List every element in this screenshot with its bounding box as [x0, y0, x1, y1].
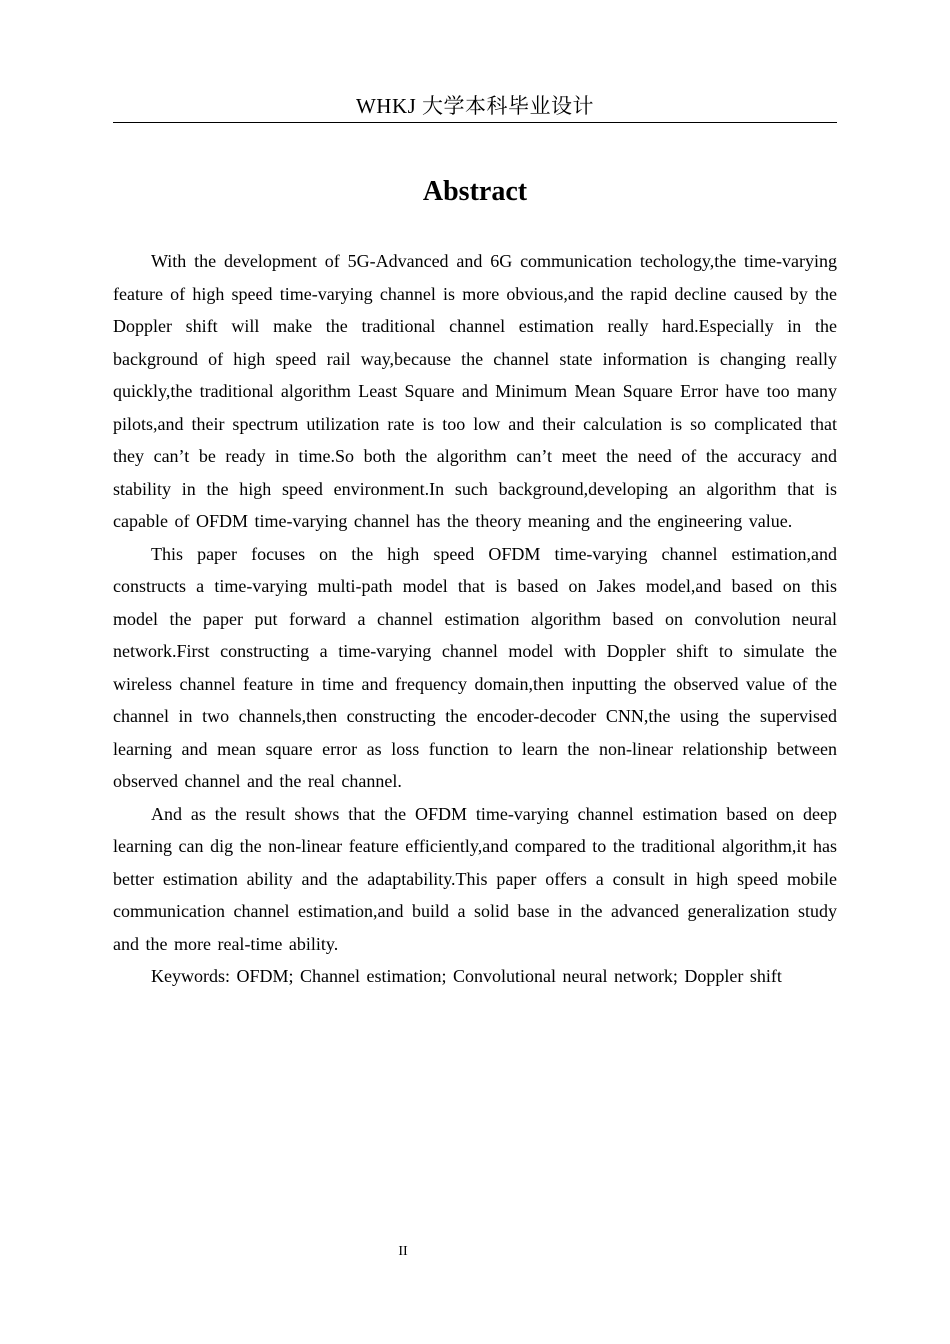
keywords-line: Keywords: OFDM; Channel estimation; Convolutional neural network; Doppler shift [151, 966, 782, 986]
abstract-body [113, 245, 837, 993]
abstract-title: Abstract [422, 176, 528, 207]
abstract-paragraph-3: And as the result shows that the OFDM time-varying channel estimation based on deep learning can dig the non-linear feature efficiently,and compared to the traditional algorithm,it has better estimation ability and the adaptability.This paper offers a consult in high speed mobile communication channel estimation,and build a solid base in the advanced generalization study and the more real-time ability. [113, 803, 837, 954]
running-header: WHKJ 大学本科毕业设计 [355, 94, 595, 118]
abstract-paragraph-2: This paper focuses on the high speed OFDM time-varying channel estimation,and constructs a time-varying multi-path model that is based on Jakes model,and based on this model the paper put forward a channel estimation algorithm based on convolution neural network.First constructing a time-varying channel model with Doppler shift to simulate the wireless channel feature in time and frequency domain,then inputting the observed value of the channel in two channels,then constructing the encoder-decoder CNN,the using the supervised learning and mean square error as loss function to learn the non-linear relationship between observed channel and the real channel. [113, 543, 837, 791]
header-rule [113, 122, 837, 123]
page-number: II [398, 1244, 408, 1259]
abstract-paragraph-1: With the development of 5G-Advanced and 6G communication techology,the time-varying feature of high speed time-varying channel is more obvious,and the rapid decline caused by the Doppler shift will make the traditional channel estimation really hard.Especially in the background of high speed rail way,because the channel state information is changing really quickly,the traditional algorithm Least Square and Minimum Mean Square Error have too many pilots,and their spectrum utilization rate is too low and their calculation is so complicated that they can’t be ready in time.So both the algorithm can’t meet the need of the accuracy and stability in the high speed environment.In such background,developing an algorithm that is capable of OFDM time-varying channel has the theory meaning and the engineering value. [113, 251, 837, 531]
